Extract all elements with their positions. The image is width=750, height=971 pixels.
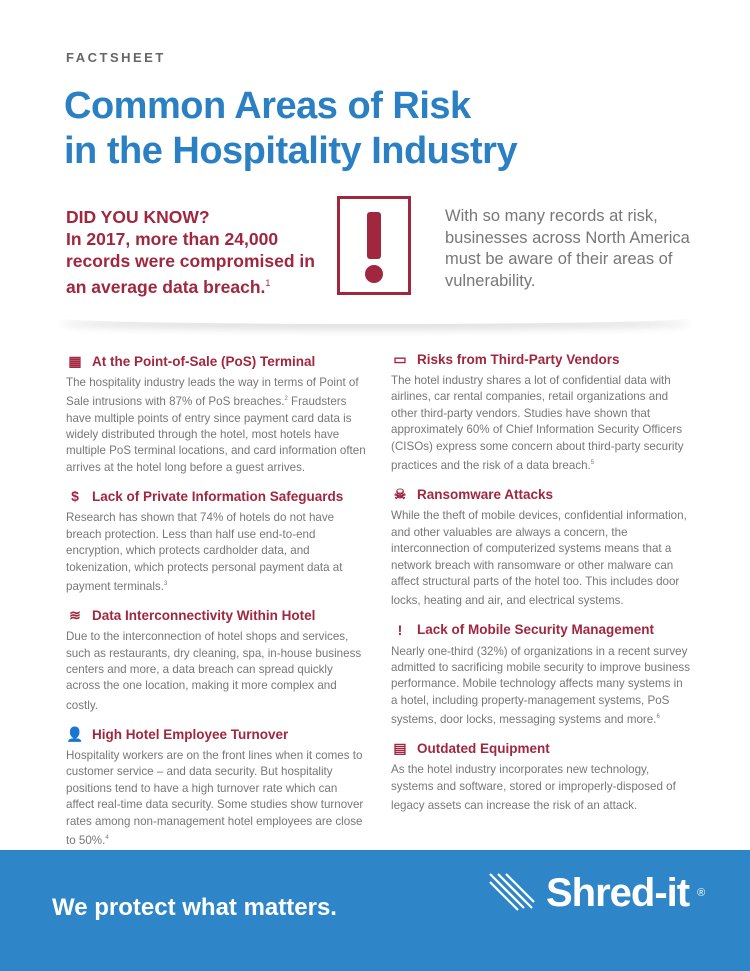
section-heading <box>66 723 366 745</box>
section-title: High Hotel Employee Turnover <box>92 726 289 742</box>
risk-section <box>66 723 366 849</box>
body-text: The hospitality industry leads the way in terms of Point of Sale intrusions with 87% of PoS breaches. <box>66 376 359 409</box>
body-text: While the theft of mobile devices, confidential information, and other valuables are always a concern, the interconnection of computerized systems means that a network breach with ransomware or other malware can affect structural parts of the hotel too. This includes door locks, heating and air, and electrical systems. <box>391 509 687 608</box>
body-text: As the hotel industry incorporates new technology, systems and software, stored or improperly-disposed of legacy assets can increase the risk of an attack. <box>391 763 676 813</box>
logo-stripes-icon <box>488 870 538 916</box>
risk-section <box>66 350 366 476</box>
risk-section <box>391 619 691 729</box>
section-heading <box>66 485 366 507</box>
section-title: Outdated Equipment <box>417 740 550 756</box>
section-body <box>391 373 691 474</box>
did-you-know-text: In 2017, more than 24,000 records were compromised in an average data breach. <box>66 229 315 297</box>
body-text: Nearly one-third (32%) of organizations in a recent survey admitted to sacrificing mobile security to improve business performance. Mobile technology affects many systems in a hotel, including property-management systems, PoS systems, door locks, messaging systems and more. <box>391 644 690 727</box>
filing-cabinet-icon: ▤ <box>393 739 407 756</box>
footnote-ref: 4 <box>105 835 109 842</box>
intro-text: With so many records at risk, businesses across North America must be aware of their areas of vulnerability. <box>445 207 690 290</box>
right-column <box>391 348 691 824</box>
wifi-icon: ≋ <box>69 606 81 623</box>
section-heading <box>391 737 691 759</box>
footnote-ref: 6 <box>656 714 660 721</box>
tagline: We protect what matters. <box>52 894 337 921</box>
section-title: At the Point-of-Sale (PoS) Terminal <box>92 353 316 369</box>
section-body <box>66 629 366 714</box>
risk-section <box>391 737 691 814</box>
section-heading <box>391 348 691 370</box>
section-title: Risks from Third-Party Vendors <box>417 351 620 367</box>
section-title: Ransomware Attacks <box>417 486 554 502</box>
section-body <box>391 762 691 814</box>
section-title: Lack of Private Information Safeguards <box>92 488 344 504</box>
section-body <box>391 644 691 729</box>
title-line: Common Areas of Risk <box>64 85 471 127</box>
footnote-ref: 3 <box>163 580 168 587</box>
pos-terminal-icon: ▦ <box>68 352 82 369</box>
did-you-know <box>66 206 326 298</box>
skull-crossbones-icon: ☠ <box>393 485 407 502</box>
footnote-ref: 5 <box>590 460 595 467</box>
body-text: Research has shown that 74% of hotels do not have breach protection. Less than half use end-to-end encryption, which protects cardholder data, and tokenization, which protects personal payment data at payment terminals. <box>66 511 343 593</box>
left-column <box>66 350 366 858</box>
exclamation-icon <box>337 196 411 295</box>
risk-section <box>66 604 366 714</box>
registered-mark: ® <box>697 887 706 899</box>
section-heading <box>391 619 691 641</box>
shred-it-logo <box>488 870 705 916</box>
footnote-ref: 2 <box>284 396 288 403</box>
section-title: Lack of Mobile Security Management <box>417 622 655 638</box>
did-you-know-heading: DID YOU KNOW? <box>66 207 210 227</box>
employee-icon: 👤 <box>66 725 84 742</box>
footnote-ref: 1 <box>265 278 271 288</box>
section-body <box>66 375 366 476</box>
mobile-alert-icon: ! <box>397 621 403 638</box>
body-text: Due to the interconnection of hotel shops and services, such as restaurants, dry cleaning, spa, in-house business centers and more, a data breach can spread quickly across the one location, making it more complex and costly. <box>66 630 362 712</box>
vendor-card-icon: ▭ <box>393 350 407 367</box>
money-lock-icon: $ <box>71 488 79 505</box>
body-text: Hospitality workers are on the front lines when it comes to customer service – and data security. But hospitality positions tend to have a high turnover rate which can affect real-time data security. Some studies show turnover rates among non-management hotel employees are close to 50%. <box>66 749 364 847</box>
document-kicker: FACTSHEET <box>66 50 166 65</box>
section-body <box>391 508 691 609</box>
section-body <box>66 748 366 849</box>
section-title: Data Interconnectivity Within Hotel <box>92 607 316 623</box>
section-body <box>66 510 366 595</box>
section-heading <box>391 483 691 505</box>
divider <box>60 312 690 324</box>
risk-section <box>66 485 366 595</box>
logo-text: Shred-it <box>546 870 690 915</box>
section-heading <box>66 604 366 626</box>
title-line: in the Hospitality Industry <box>64 130 518 172</box>
footer-band <box>0 850 750 971</box>
risk-section <box>391 348 691 474</box>
body-text: Fraudsters have multiple points of entry since payment card data is widely distributed through the hotel, most hotels have multiple PoS terminal locations, and card information often arrives at the hotel long before a guest arrives. <box>66 395 366 474</box>
page-title <box>64 84 517 174</box>
risk-section <box>391 483 691 609</box>
section-heading <box>66 350 366 372</box>
body-text: The hotel industry shares a lot of confidential data with airlines, car rental companies, retail organizations and other third-party vendors. Studies have shown that approximately 60% of Chief Information Security Officers (CISOs) express some concern about third-party security practices and the risk of a data breach. <box>391 374 684 472</box>
